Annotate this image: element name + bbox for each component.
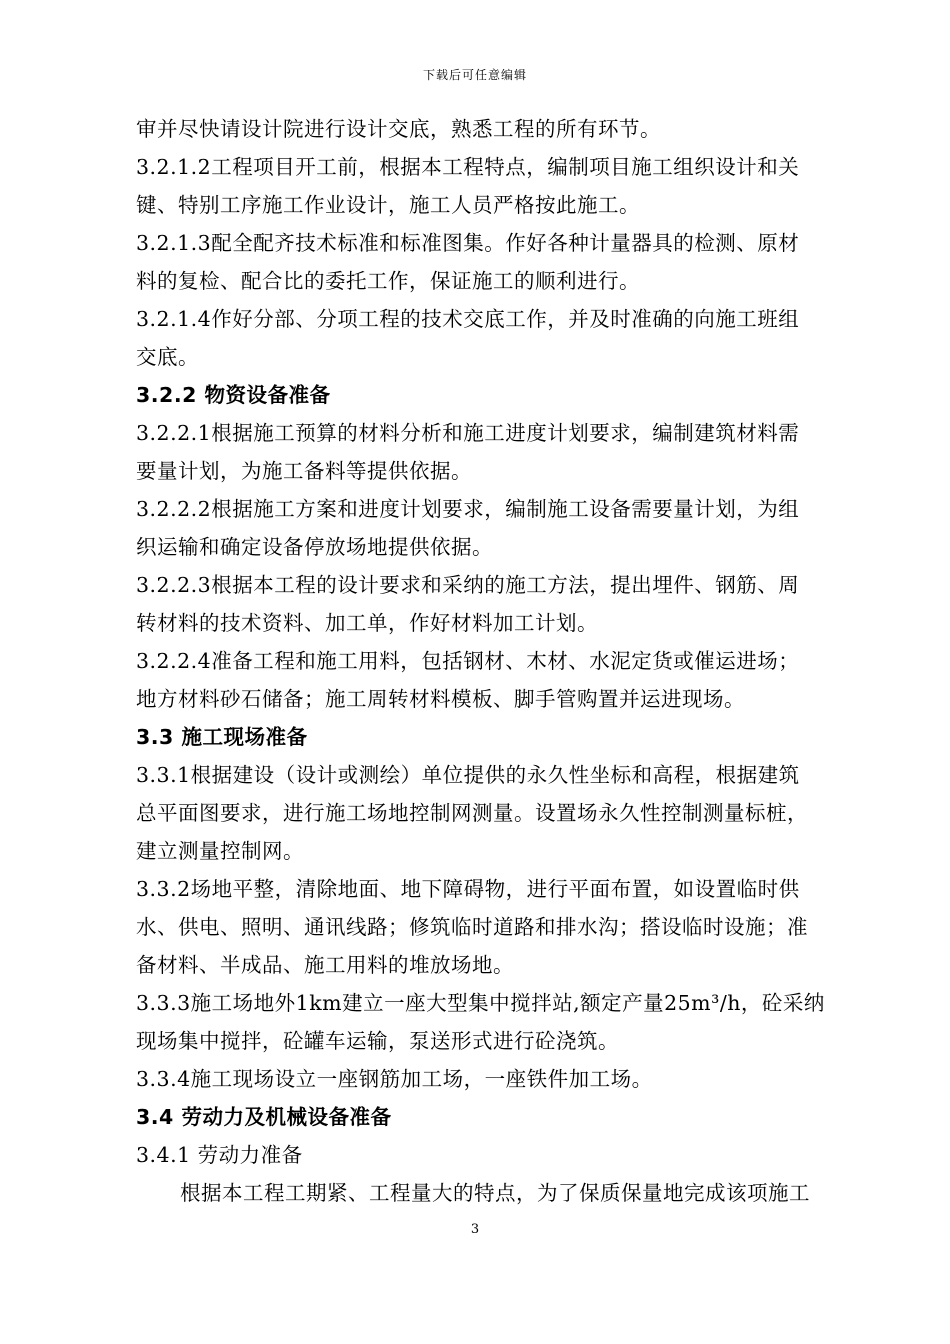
text-line: 根据本工程工期紧、工程量大的特点，为了保质保量地完成该项施工 bbox=[180, 1181, 810, 1205]
text-line: 3.2.2.3根据本工程的设计要求和采纳的施工方法，提出埋件、钢筋、周 bbox=[136, 573, 800, 597]
text-line: 3.3.3施工场地外1km建立一座大型集中搅拌站,额定产量25m³/h，砼采纳 bbox=[136, 991, 825, 1015]
page-header: 下载后可任意编辑 bbox=[422, 68, 527, 82]
text-line: 3.2.2.2根据施工方案和进度计划要求，编制施工设备需要量计划，为组 bbox=[136, 497, 800, 521]
text-line: 3.2.1.2工程项目开工前，根据本工程特点，编制项目施工组织设计和关 bbox=[136, 155, 800, 179]
text-line: 总平面图要求，进行施工场地控制网测量。设置场永久性控制测量标桩， bbox=[136, 801, 808, 825]
text-line: 3.3.4施工现场设立一座钢筋加工场，一座铁件加工场。 bbox=[136, 1067, 653, 1091]
text-line: 3.2.2.1根据施工预算的材料分析和施工进度计划要求，编制建筑材料需 bbox=[136, 421, 800, 445]
text-line: 织运输和确定设备停放场地提供依据。 bbox=[136, 535, 493, 559]
text-line: 地方材料砂石储备；施工周转材料模板、脚手管购置并运进现场。 bbox=[136, 687, 745, 711]
section-heading: 3.3 施工现场准备 bbox=[136, 725, 308, 749]
text-line: 建立测量控制网。 bbox=[136, 839, 304, 863]
text-line: 备材料、半成品、施工用料的堆放场地。 bbox=[136, 953, 514, 977]
text-line: 现场集中搅拌，砼罐车运输，泵送形式进行砼浇筑。 bbox=[136, 1029, 619, 1053]
text-line: 3.2.2.4准备工程和施工用料，包括钢材、木材、水泥定货或催运进场； bbox=[136, 649, 800, 673]
section-heading: 3.4 劳动力及机械设备准备 bbox=[136, 1105, 392, 1129]
text-line: 水、供电、照明、通讯线路；修筑临时道路和排水沟；搭设临时设施；准 bbox=[136, 915, 808, 939]
text-line: 3.3.1根据建设（设计或测绘）单位提供的永久性坐标和高程，根据建筑 bbox=[136, 763, 800, 787]
text-line: 3.4.1 劳动力准备 bbox=[136, 1143, 303, 1167]
section-heading: 3.2.2 物资设备准备 bbox=[136, 383, 331, 407]
text-line: 3.3.2场地平整，清除地面、地下障碍物，进行平面布置，如设置临时供 bbox=[136, 877, 800, 901]
text-line: 转材料的技术资料、加工单，作好材料加工计划。 bbox=[136, 611, 598, 635]
page-number: 3 bbox=[470, 1222, 480, 1237]
text-line: 交底。 bbox=[136, 345, 199, 369]
text-line: 键、特别工序施工作业设计，施工人员严格按此施工。 bbox=[136, 193, 640, 217]
text-line: 3.2.1.3配全配齐技术标准和标准图集。作好各种计量器具的检测、原材 bbox=[136, 231, 800, 255]
text-line: 3.2.1.4作好分部、分项工程的技术交底工作，并及时准确的向施工班组 bbox=[136, 307, 800, 331]
text-line: 要量计划，为施工备料等提供依据。 bbox=[136, 459, 472, 483]
text-line: 审并尽快请设计院进行设计交底，熟悉工程的所有环节。 bbox=[136, 117, 661, 141]
document-body bbox=[136, 110, 825, 1212]
text-line: 料的复检、配合比的委托工作，保证施工的顺利进行。 bbox=[136, 269, 640, 293]
